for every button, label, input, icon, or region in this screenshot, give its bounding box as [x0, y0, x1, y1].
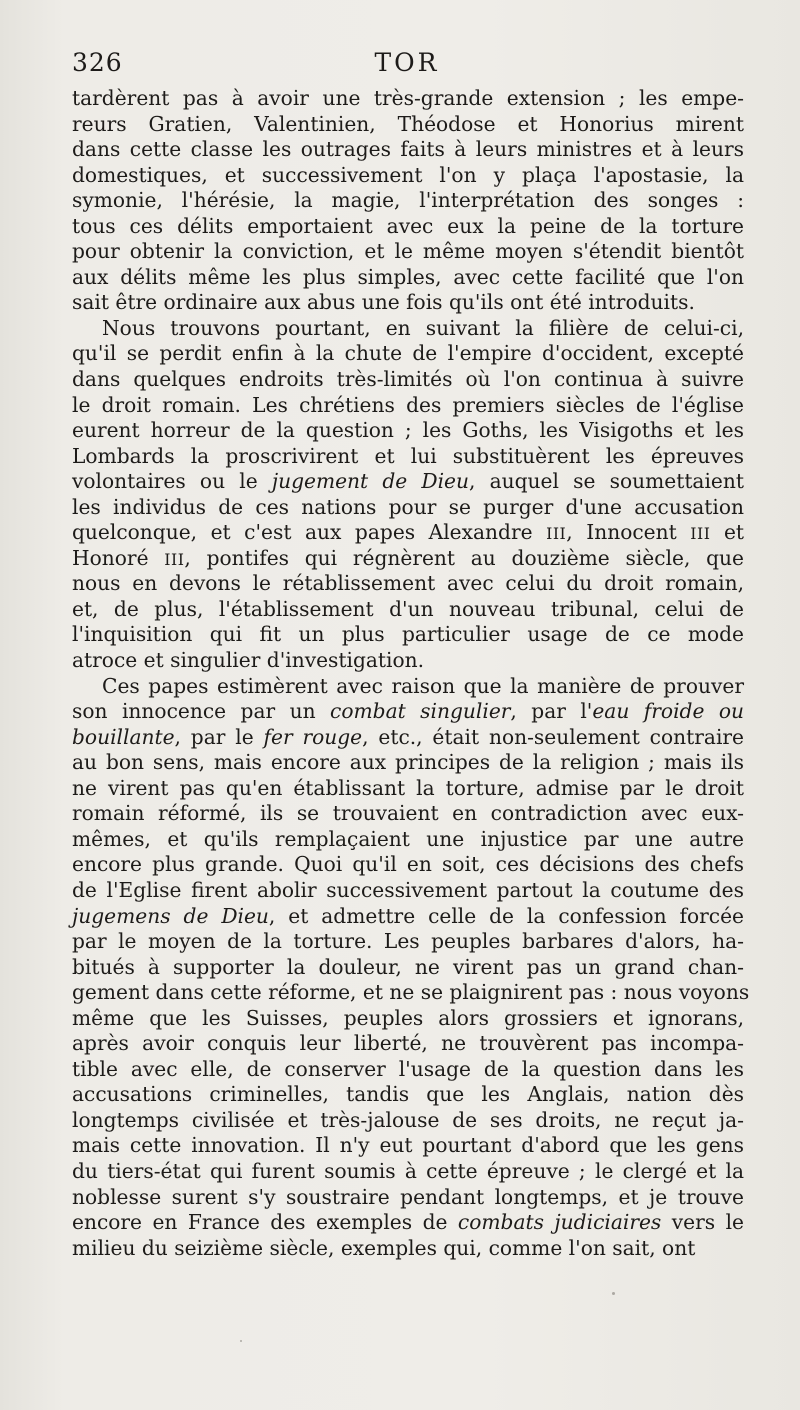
text-line: [72, 86, 744, 112]
text-segment: quelconque, et c'est aux papes Alexandre: [72, 520, 547, 545]
text-segment: Honoré: [72, 545, 165, 570]
text-segment: mais cette innovation. Il n'y eut pourtant d'abord que les gens: [72, 1133, 744, 1158]
text-line: [72, 393, 744, 419]
text-segment: après avoir conquis leur liberté, ne trouvèrent pas incompa-: [72, 1031, 744, 1056]
italic-term: fer rouge: [263, 724, 363, 749]
text-line: [72, 648, 744, 674]
page-number: 326: [72, 48, 123, 77]
text-line: [72, 827, 744, 853]
text-line: [72, 725, 744, 751]
text-line: [72, 341, 744, 367]
text-segment: nous en devons le rétablissement avec celui du droit romain,: [72, 571, 744, 596]
italic-term: combats judiciaires: [457, 1210, 662, 1235]
text-line: [72, 188, 744, 214]
text-line: [72, 1210, 744, 1236]
text-segment: bitués à supporter la douleur, ne virent pas un grand chan-: [72, 954, 744, 979]
page-header: [72, 48, 742, 84]
text-line: [72, 571, 744, 597]
text-segment: , et admettre celle de la confession forcée: [268, 903, 744, 928]
text-line: [72, 674, 744, 700]
text-segment: milieu du seizième siècle, exemples qui, comme l'on sait, ont: [72, 1235, 696, 1260]
text-segment: le droit romain. Les chrétiens des premiers siècles de l'église: [72, 392, 744, 417]
text-line: [72, 495, 744, 521]
text-line: [72, 1133, 744, 1159]
text-segment: volontaires ou le: [72, 469, 272, 494]
text-segment: même que les Suisses, peuples alors grossiers et ignorans,: [72, 1005, 744, 1030]
text-segment: au bon sens, mais encore aux principes de la religion ; mais ils: [72, 750, 744, 775]
text-segment: eurent horreur de la question ; les Goths, les Visigoths et les: [72, 418, 744, 443]
text-line: [72, 418, 744, 444]
text-segment: tous ces délits emportaient avec eux la peine de la torture: [72, 213, 744, 238]
text-segment: dans cette classe les outrages faits à leurs ministres et à leurs: [72, 137, 744, 162]
text-segment: domestiques, et successivement l'on y plaça l'apostasie, la: [72, 162, 744, 187]
text-line: [72, 904, 744, 930]
text-segment: l'inquisition qui fit un plus particulier usage de ce mode: [72, 622, 744, 647]
text-segment: gement dans cette réforme, et ne se plaignirent pas : nous voyons: [72, 980, 750, 1005]
text-segment: les individus de ces nations pour se purger d'une accusation: [72, 494, 744, 519]
text-line: [72, 1057, 744, 1083]
text-line: [72, 546, 744, 572]
text-line: [72, 265, 744, 291]
running-head: TOR: [374, 48, 440, 77]
text-line: [72, 852, 744, 878]
text-line: [72, 955, 744, 981]
text-line: [72, 1236, 744, 1262]
body-text: [72, 86, 750, 1261]
text-segment: accusations criminelles, tandis que les Anglais, nation dès: [72, 1082, 744, 1107]
roman-numeral: III: [546, 524, 567, 544]
text-segment: et, de plus, l'établissement d'un nouveau tribunal, celui de: [72, 596, 744, 621]
paper-speck: [240, 1340, 242, 1342]
text-segment: atroce et singulier d'investigation.: [72, 648, 425, 673]
roman-numeral: III: [164, 549, 185, 569]
text-segment: encore en France des exemples de: [72, 1210, 458, 1235]
text-line: [72, 878, 744, 904]
text-line: [72, 1006, 744, 1032]
text-line: [72, 1185, 744, 1211]
text-segment: ne virent pas qu'en établissant la torture, admise par le droit: [72, 775, 744, 800]
text-line: [72, 137, 744, 163]
text-line: [72, 1031, 744, 1057]
text-line: [72, 597, 744, 623]
text-line: [72, 444, 744, 470]
text-segment: , par le: [174, 724, 264, 749]
italic-term: eau froide ou: [592, 699, 744, 724]
text-segment: longtemps civilisée et très-jalouse de ses droits, ne reçut ja-: [72, 1107, 744, 1132]
text-segment: son innocence par un: [72, 699, 331, 724]
text-line: [72, 112, 744, 138]
text-line: [72, 367, 744, 393]
text-segment: , etc., était non-seulement contraire: [362, 724, 744, 749]
text-line: [72, 214, 744, 240]
text-line: [72, 776, 744, 802]
text-line: [72, 163, 744, 189]
text-segment: qu'il se perdit enfin à la chute de l'empire d'occident, excepté: [72, 341, 744, 366]
text-segment: reurs Gratien, Valentinien, Théodose et Honorius mirent: [72, 111, 744, 136]
text-segment: par le moyen de la torture. Les peuples barbares d'alors, ha-: [72, 929, 744, 954]
text-segment: mêmes, et qu'ils remplaçaient une injustice par une autre: [72, 826, 744, 851]
text-segment: Lombards la proscrivirent et lui substituèrent les épreuves: [72, 443, 744, 468]
text-segment: Ces papes estimèrent avec raison que la manière de prouver: [102, 673, 744, 698]
text-segment: et: [710, 520, 745, 545]
text-segment: aux délits même les plus simples, avec cette facilité que l'on: [72, 264, 744, 289]
text-segment: vers le: [661, 1210, 744, 1235]
text-segment: du tiers-état qui furent soumis à cette épreuve ; le clergé et la: [72, 1158, 744, 1183]
text-segment: encore plus grande. Quoi qu'il en soit, ces décisions des chefs: [72, 852, 744, 877]
text-segment: pour obtenir la conviction, et le même moyen s'étendit bientôt: [72, 239, 744, 264]
text-segment: romain réformé, ils se trouvaient en contradiction avec eux-: [72, 801, 744, 826]
text-line: [72, 750, 744, 776]
paper-speck: [612, 1292, 615, 1295]
text-segment: noblesse surent s'y soustraire pendant longtemps, et je trouve: [72, 1184, 744, 1209]
text-segment: symonie, l'hérésie, la magie, l'interprétation des songes :: [72, 188, 744, 213]
roman-numeral: III: [690, 524, 711, 544]
text-line: [72, 801, 744, 827]
text-segment: de l'Eglise firent abolir successivement partout la coutume des: [72, 877, 744, 902]
text-line: [72, 1108, 744, 1134]
text-segment: , par l': [510, 699, 593, 724]
text-line: [72, 1082, 744, 1108]
text-segment: , pontifes qui régnèrent au douzième siècle, que: [184, 545, 744, 570]
italic-term: bouillante: [72, 724, 175, 749]
text-segment: , Innocent: [566, 520, 691, 545]
text-segment: Nous trouvons pourtant, en suivant la filière de celui-ci,: [102, 315, 744, 340]
text-segment: tible avec elle, de conserver l'usage de la question dans les: [72, 1056, 744, 1081]
text-line: [72, 929, 744, 955]
text-line: [72, 622, 744, 648]
text-line: [72, 1159, 744, 1185]
text-segment: sait être ordinaire aux abus une fois qu'ils ont été introduits.: [72, 290, 695, 315]
text-line: [72, 980, 750, 1006]
text-line: [72, 316, 744, 342]
text-line: [72, 290, 744, 316]
text-line: [72, 520, 744, 546]
text-line: [72, 239, 744, 265]
italic-term: combat singulier: [330, 699, 511, 724]
text-line: [72, 469, 744, 495]
text-line: [72, 699, 744, 725]
italic-term: jugemens de Dieu: [72, 903, 269, 928]
text-segment: tardèrent pas à avoir une très-grande extension ; les empe-: [72, 86, 744, 110]
italic-term: jugement de Dieu: [271, 469, 469, 494]
text-segment: dans quelques endroits très-limités où l'on continua à suivre: [72, 367, 744, 392]
text-segment: , auquel se soumettaient: [468, 469, 744, 494]
